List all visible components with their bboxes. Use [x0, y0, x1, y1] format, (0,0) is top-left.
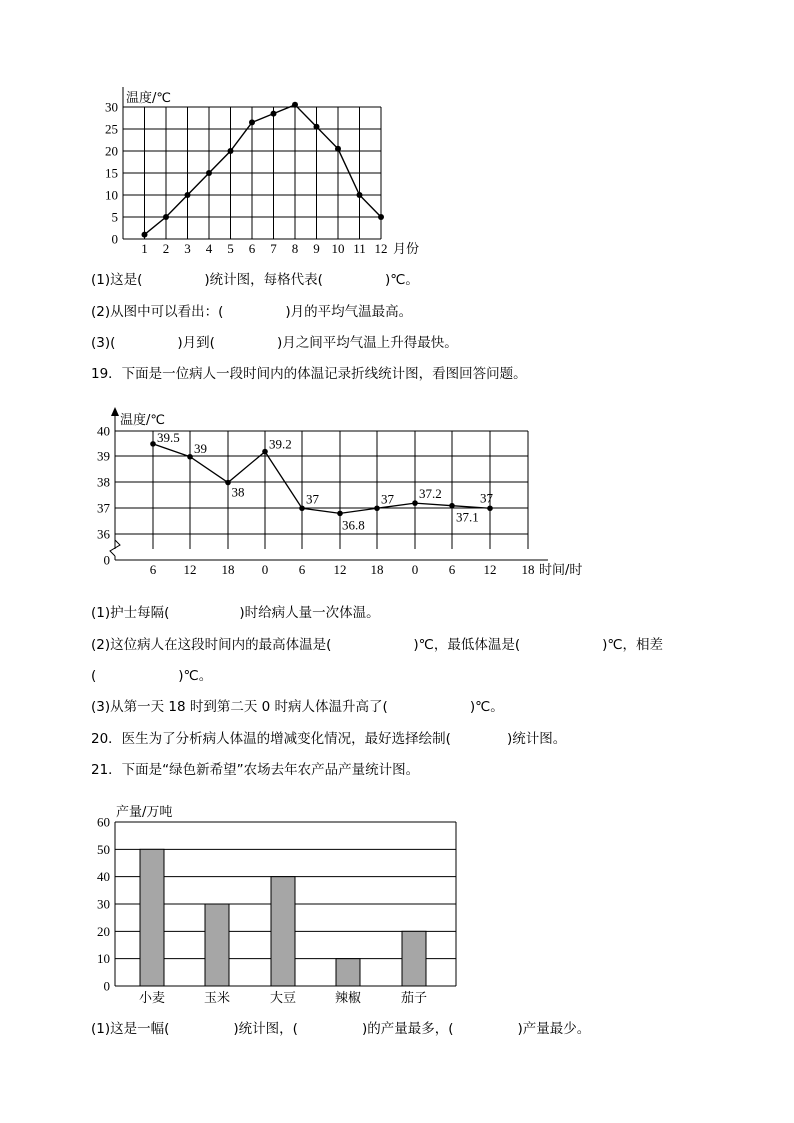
question-21-title [91, 761, 419, 779]
x-tick-label: 12 [483, 562, 497, 577]
y-tick-label: 15 [105, 165, 118, 181]
data-label: 36.8 [342, 517, 365, 533]
data-point [335, 146, 341, 152]
question-20 [91, 730, 566, 748]
data-point [292, 102, 298, 108]
x-tick-label: 辣椒 [334, 991, 362, 1006]
question-text: (1)护士每隔( [91, 605, 170, 621]
data-point [249, 119, 255, 125]
y-tick-label: 0 [103, 978, 110, 994]
question-text: (3)从第一天 18 时到第二天 0 时病人体温升高了( [91, 699, 388, 715]
question-text: )的产量最多，( [361, 1021, 454, 1037]
question-text: )产量最少。 [517, 1021, 591, 1037]
question-19-1 [91, 604, 380, 622]
question-21-1 [91, 1020, 590, 1038]
x-tick-label: 18 [370, 562, 384, 577]
data-point [412, 500, 418, 506]
data-point [487, 505, 493, 511]
data-label: 39.5 [157, 429, 180, 445]
question-text: (3)( [91, 335, 116, 351]
question-19-3 [91, 698, 504, 716]
y-tick-label: 10 [105, 187, 118, 203]
data-label: 38 [231, 484, 245, 500]
data-point [206, 170, 212, 176]
x-tick-label: 4 [205, 241, 213, 256]
data-label: 37 [480, 490, 493, 506]
x-tick-label: 11 [353, 241, 366, 256]
bar [140, 849, 164, 986]
x-tick-label: 5 [227, 241, 234, 256]
question-18-3 [91, 334, 458, 352]
data-point [150, 441, 156, 447]
question-text: (1)这是一幅( [91, 1021, 170, 1037]
bar [271, 877, 295, 986]
y-tick-label: 5 [111, 209, 118, 225]
data-point [225, 480, 231, 486]
question-text: )℃。 [384, 272, 419, 288]
data-point [357, 192, 363, 198]
y-tick-label: 30 [97, 896, 110, 912]
question-19-title [91, 365, 527, 383]
question-text: )统计图，每格代表( [204, 272, 323, 288]
y-tick-label: 39 [97, 448, 110, 464]
x-tick-label: 18 [221, 562, 235, 577]
x-tick-label: 6 [298, 562, 306, 577]
question-text: )月的平均气温最高。 [285, 304, 413, 320]
x-tick-label: 12 [183, 562, 197, 577]
y-tick-label: 60 [97, 814, 110, 830]
data-point [262, 449, 268, 455]
question-text: )月到( [177, 335, 215, 351]
data-point [228, 148, 234, 154]
question-text: )统计图，( [233, 1021, 298, 1037]
x-tick-label: 12 [333, 562, 347, 577]
data-point [187, 454, 193, 460]
y-tick-label: 37 [97, 500, 110, 516]
y-tick-label: 10 [97, 951, 110, 967]
question-text: 20．医生为了分析病人体温的增减变化情况，最好选择绘制( [91, 731, 451, 747]
y-tick-label: 0 [103, 552, 110, 568]
y-tick-label: 0 [111, 231, 118, 247]
x-axis-label: 时间/时 [539, 563, 583, 578]
question-18-1 [91, 271, 419, 289]
question-text: 21．下面是“绿色新希望”农场去年农产品产量统计图。 [91, 762, 420, 778]
y-tick-label: 38 [97, 474, 110, 490]
data-point [449, 503, 455, 509]
data-point [271, 111, 277, 117]
x-tick-label: 7 [270, 241, 277, 256]
y-tick-label: 25 [105, 121, 118, 137]
bar [402, 931, 426, 986]
question-text: )统计图。 [506, 731, 567, 747]
bar [205, 904, 229, 986]
x-tick-label: 10 [331, 241, 345, 256]
bar [336, 959, 360, 986]
data-point [374, 505, 380, 511]
question-19-2-cont [91, 667, 212, 685]
y-tick-label: 40 [97, 423, 110, 439]
x-tick-label: 18 [521, 562, 535, 577]
data-label: 37.1 [456, 509, 479, 525]
data-label: 37.2 [419, 486, 442, 502]
data-label: 39 [194, 440, 207, 456]
x-axis-label: 月份 [393, 242, 420, 257]
question-text: (2)从图中可以看出：( [91, 304, 224, 320]
question-text: )℃。 [469, 699, 504, 715]
data-label: 39.2 [269, 436, 292, 452]
x-tick-label: 12 [374, 241, 388, 256]
question-text: )月之间平均气温上升得最快。 [276, 335, 458, 351]
x-tick-label: 3 [184, 241, 191, 256]
data-point [163, 214, 169, 220]
x-tick-label: 1 [141, 241, 148, 256]
x-tick-label: 玉米 [203, 991, 231, 1006]
data-point [142, 232, 148, 238]
x-tick-label: 2 [162, 241, 170, 256]
data-point [314, 124, 320, 130]
y-tick-label: 20 [105, 143, 118, 159]
y-axis-label: 产量/万吨 [116, 805, 173, 820]
data-label: 37 [381, 491, 394, 507]
x-tick-label: 0 [411, 562, 419, 577]
data-label: 37 [306, 491, 319, 507]
question-text: ( [91, 668, 97, 684]
x-tick-label: 8 [291, 241, 299, 256]
x-tick-label: 9 [313, 241, 320, 256]
x-tick-label: 6 [248, 241, 256, 256]
question-19-2 [91, 636, 663, 654]
data-point [378, 214, 384, 220]
data-point [185, 192, 191, 198]
y-tick-label: 50 [97, 841, 110, 857]
y-axis-label: 温度/℃ [120, 413, 165, 428]
y-tick-label: 20 [97, 923, 110, 939]
question-text: (1)这是( [91, 272, 143, 288]
question-18-2 [91, 303, 412, 321]
data-point [299, 505, 305, 511]
question-text: (2)这位病人在这段时间内的最高体温是( [91, 637, 332, 653]
question-text: )℃，最低体温是( [413, 637, 521, 653]
question-text: )℃。 [178, 668, 213, 684]
question-text: 19．下面是一位病人一段时间内的体温记录折线统计图，看图回答问题。 [91, 366, 527, 382]
x-tick-label: 6 [149, 562, 157, 577]
data-point [337, 511, 343, 517]
y-tick-label: 40 [97, 869, 110, 885]
question-text: )℃，相差 [602, 637, 664, 653]
x-tick-label: 0 [261, 562, 269, 577]
x-tick-label: 茄子 [400, 991, 428, 1006]
y-axis-label: 温度/℃ [126, 91, 171, 106]
x-tick-label: 6 [448, 562, 456, 577]
question-text: )时给病人量一次体温。 [239, 605, 380, 621]
y-tick-label: 36 [97, 526, 110, 542]
y-tick-label: 30 [105, 99, 118, 115]
x-tick-label: 大豆 [269, 991, 297, 1006]
series-line [145, 105, 382, 235]
y-axis-arrow [111, 407, 119, 416]
x-tick-label: 小麦 [138, 991, 166, 1006]
